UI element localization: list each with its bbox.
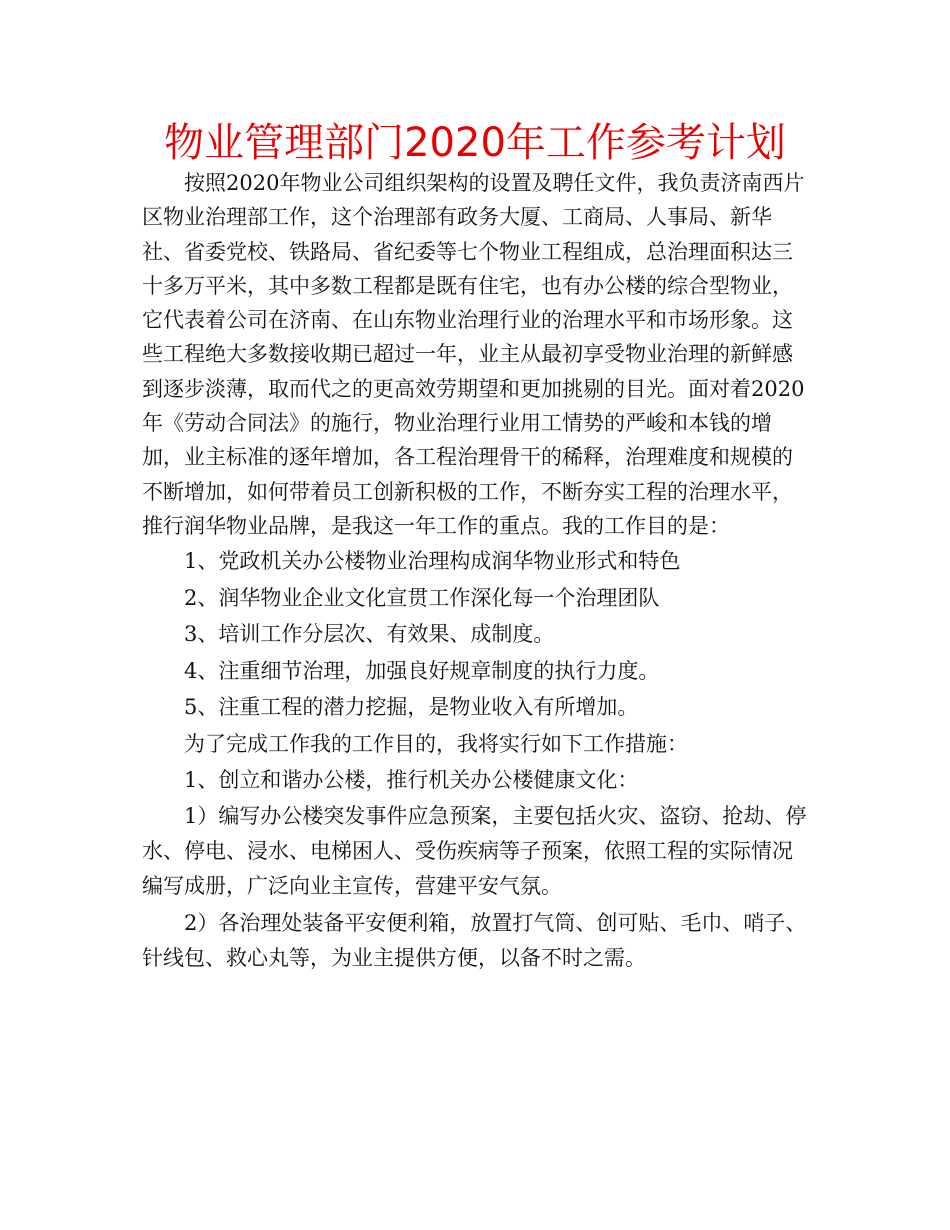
goal-item: 5、注重工程的潜力挖掘，是物业收入有所增加。: [184, 695, 639, 720]
document-title: 物业管理部门2020年工作参考计划: [164, 120, 786, 166]
intro-paragraph: 按照2020年物业公司组织架构的设置及聘任文件，我负责济南西片区物业治理部工作，这个治理部有政务大厦、工商局、人事局、新华社、省委党校、铁路局、省纪委等七个物业工程组成，总治理面积达三十多万平米，其中多数工程都是既有住宅，也有办公楼的综合型物业，它代表着公司在济南、在山东物业治理行业的治理水平和市场形象。这些工程绝大多数接收期已超过一年，业主从最初享受物业治理的新鲜感到逐步淡薄，取而代之的更高效劳期望和更加挑剔的目光。面对着2020年《劳动合同法》的施行，物业治理行业用工情势的严峻和本钱的增加，业主标准的逐年增加，各工程治理骨干的稀释，治理难度和规模的不断增加，如何带着员工创新积极的工作，不断夯实工程的治理水平，推行润华物业品牌，是我这一年工作的重点。我的工作目的是：: [142, 171, 805, 538]
measure-item: 1）编写办公楼突发事件应急预案，主要包括火灾、盗窃、抢劫、停水、停电、浸水、电梯困人、受伤疾病等子预案，依照工程的实际情况编写成册，广泛向业主宣传，营建平安气氛。: [142, 803, 807, 898]
goal-item: 3、培训工作分层次、有效果、成制度。: [184, 622, 555, 647]
document-body: [142, 166, 812, 976]
measures-intro: 为了完成工作我的工作目的，我将实行如下工作措施：: [184, 731, 688, 756]
goal-item: 4、注重细节治理，加强良好规章制度的执行力度。: [184, 658, 660, 683]
measure-heading: 1、创立和谐办公楼，推行机关办公楼健康文化：: [184, 768, 639, 793]
measure-item: 2）各治理处装备平安便利箱，放置打气筒、创可贴、毛巾、哨子、针线包、救心丸等，为业主提供方便，以备不时之需。: [142, 910, 807, 970]
goal-item: 2、润华物业企业文化宣贯工作深化每一个治理团队: [184, 585, 660, 610]
goal-item: 1、党政机关办公楼物业治理构成润华物业形式和特色: [184, 549, 681, 574]
